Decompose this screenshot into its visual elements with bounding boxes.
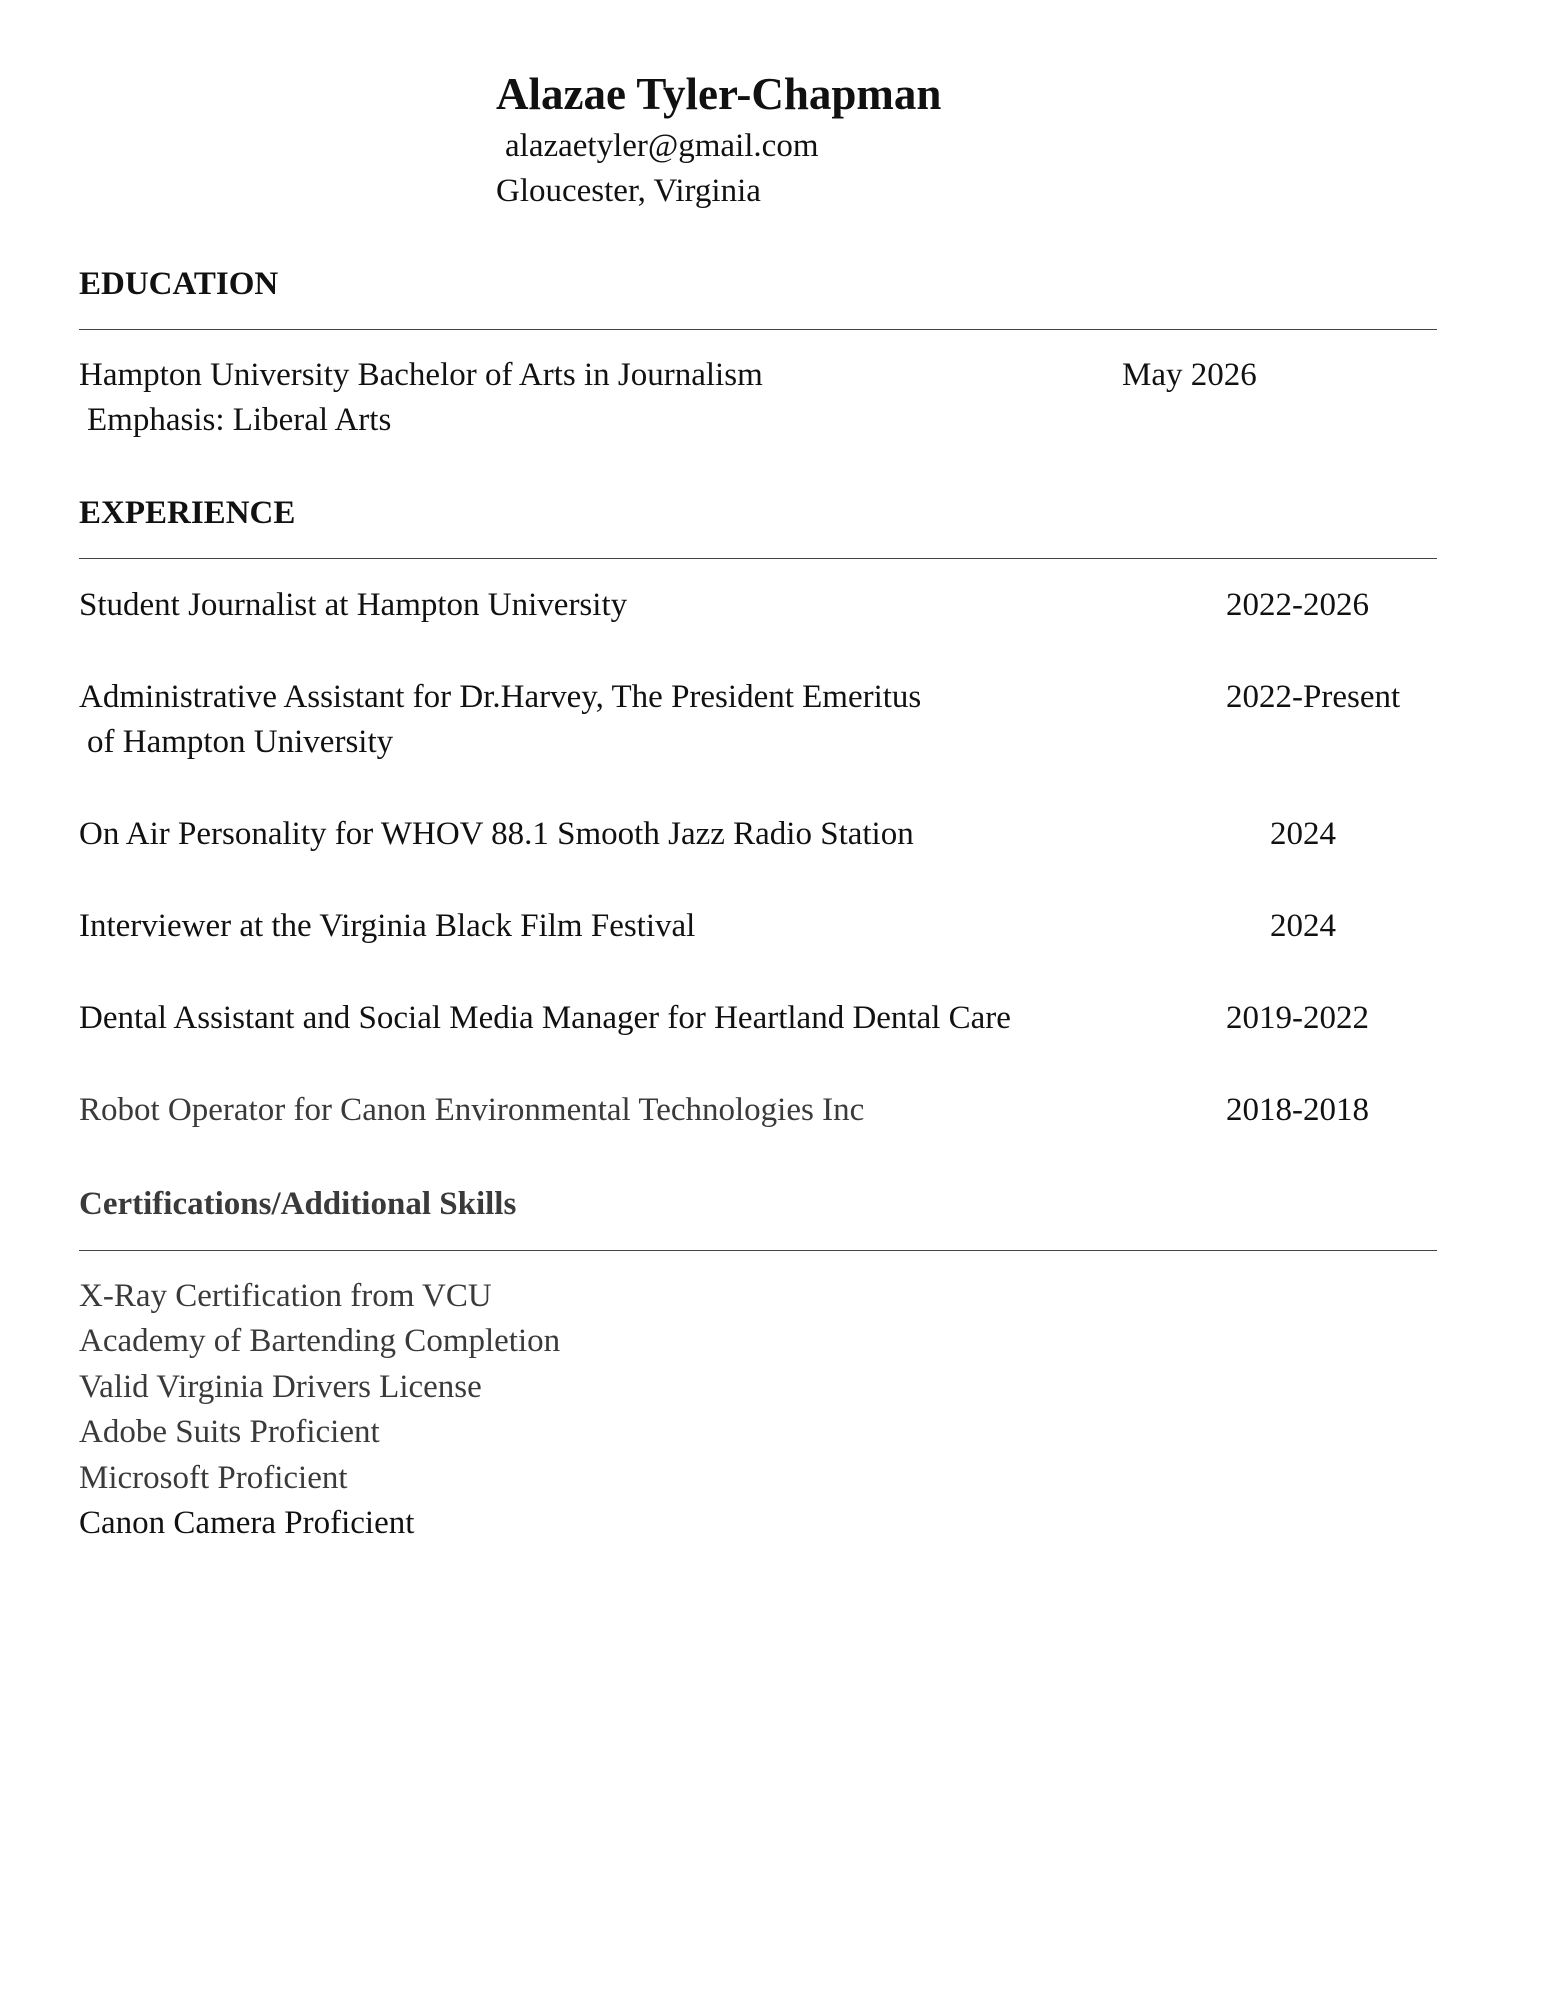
experience-date: 2019-2022 <box>1226 1000 1369 1036</box>
skill-item: Canon Camera Proficient <box>79 1505 415 1541</box>
education-date: May 2026 <box>1122 357 1257 393</box>
section-divider-experience <box>79 558 1437 559</box>
experience-date: 2024 <box>1270 908 1336 944</box>
experience-date: 2022-2026 <box>1226 587 1369 623</box>
section-divider-skills <box>79 1250 1437 1251</box>
section-title-skills: Certifications/Additional Skills <box>79 1186 517 1222</box>
experience-role: Robot Operator for Canon Environmental Technologies Inc <box>79 1092 865 1128</box>
education-emphasis: Emphasis: Liberal Arts <box>87 402 392 438</box>
experience-role: On Air Personality for WHOV 88.1 Smooth Jazz Radio Station <box>79 816 914 852</box>
experience-date: 2018-2018 <box>1226 1092 1369 1128</box>
section-title-experience: EXPERIENCE <box>79 495 296 531</box>
experience-date: 2024 <box>1270 816 1336 852</box>
experience-date: 2022-Present <box>1226 679 1401 715</box>
skill-item: Microsoft Proficient <box>79 1460 348 1496</box>
skill-item: Adobe Suits Proficient <box>79 1414 380 1450</box>
skill-item: X-Ray Certification from VCU <box>79 1278 492 1314</box>
section-title-education: EDUCATION <box>79 266 279 302</box>
skill-item: Valid Virginia Drivers License <box>79 1369 482 1405</box>
section-divider-education <box>79 329 1437 330</box>
experience-role: Interviewer at the Virginia Black Film Festival <box>79 908 696 944</box>
resume-name: Alazae Tyler-Chapman <box>496 69 942 119</box>
experience-role: Student Journalist at Hampton University <box>79 587 628 623</box>
contact-email: alazaetyler@gmail.com <box>505 128 819 164</box>
experience-role: Administrative Assistant for Dr.Harvey, The President Emeritus <box>79 679 922 715</box>
skill-item: Academy of Bartending Completion <box>79 1323 561 1359</box>
experience-role-continued: of Hampton University <box>87 724 394 760</box>
experience-role: Dental Assistant and Social Media Manager for Heartland Dental Care <box>79 1000 1011 1036</box>
education-degree: Hampton University Bachelor of Arts in Journalism <box>79 357 763 393</box>
contact-location: Gloucester, Virginia <box>496 173 761 209</box>
